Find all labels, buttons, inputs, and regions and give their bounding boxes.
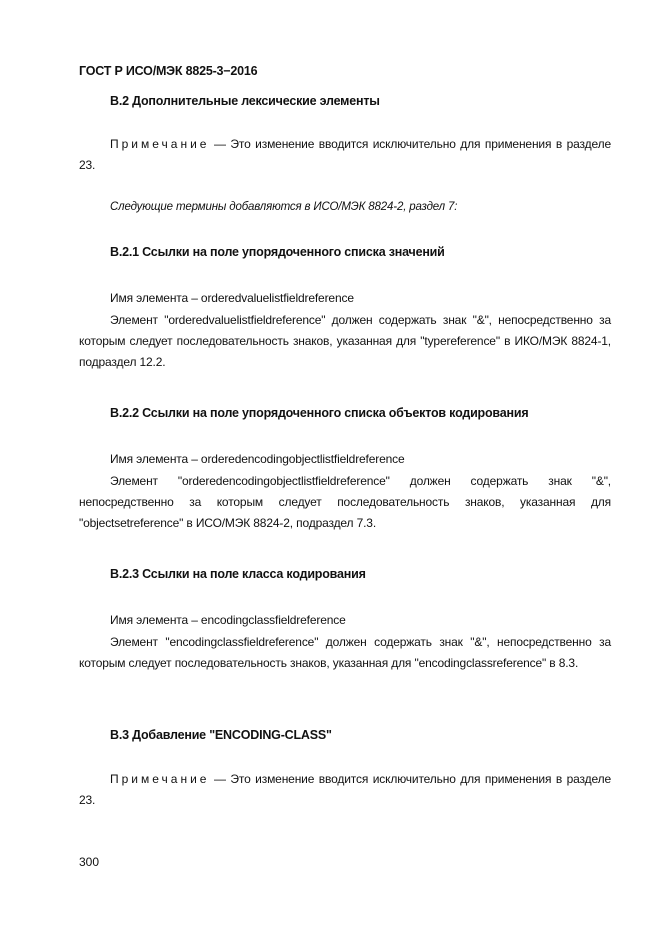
section-b23-element-name: Имя элемента – encodingclassfieldreference — [110, 613, 346, 627]
section-b22-element-name: Имя элемента – orderedencodingobjectlistfieldreference — [110, 452, 405, 466]
standard-header: ГОСТ Р ИСО/МЭК 8825-3−2016 — [79, 64, 258, 78]
section-b2-intro: Следующие термины добавляются в ИСО/МЭК 8824-2, раздел 7: — [110, 201, 458, 213]
section-b2-note — [79, 134, 611, 176]
section-b23-body: Элемент "encodingclassfieldreference" должен содержать знак "&", непосредственно за которым следует последовательность знаков, указанная для "encodingclassreference" в 8.3. — [79, 635, 611, 670]
section-b3-title: B.3 Добавление "ENCODING-CLASS" — [110, 728, 332, 742]
section-b23-title: B.2.3 Ссылки на поле класса кодирования — [110, 567, 366, 581]
note-label: Примечание — [110, 772, 210, 786]
section-b22-title: B.2.2 Ссылки на поле упорядоченного списка объектов кодирования — [110, 406, 529, 420]
note-label: Примечание — [110, 137, 210, 151]
note-text: — Это изменение вводится исключительно для применения в разделе 23. — [79, 772, 611, 807]
page-number: 300 — [79, 855, 100, 869]
section-b3-note — [79, 769, 611, 811]
section-b21-body: Элемент "orderedvaluelistfieldreference" должен содержать знак "&", непосредственно за которым следует последовательность знаков, указанная для "typereference" в ИКО/МЭК 8824-1, подраздел 12.2. — [79, 313, 611, 369]
note-text: — Это изменение вводится исключительно для применения в разделе 23. — [79, 137, 611, 172]
section-b2-title: B.2 Дополнительные лексические элементы — [110, 94, 380, 108]
section-b22-body: Элемент "orderedencodingobjectlistfieldreference" должен содержать знак "&", непосредственно за которым следует последовательность знаков, указанная для "objectsetreference" в ИСО/МЭК 8824-2, подраздел 7.3. — [79, 474, 611, 530]
section-b21-title: B.2.1 Ссылки на поле упорядоченного списка значений — [110, 245, 445, 259]
section-b21-element-name: Имя элемента – orderedvaluelistfieldreference — [110, 291, 354, 305]
